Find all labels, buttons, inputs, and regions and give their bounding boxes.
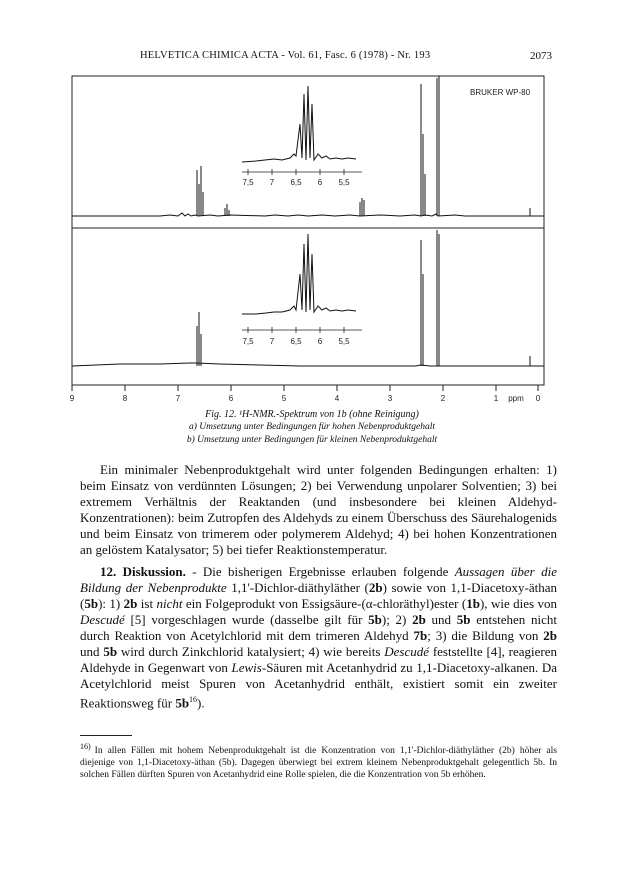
compound-ref: 2b — [123, 596, 138, 611]
text-run: ist — [137, 596, 157, 611]
footnote-mark: 16) — [80, 742, 91, 751]
compound-ref: 5b — [368, 612, 382, 627]
compound-ref: 2b — [543, 628, 557, 643]
inset-a — [242, 86, 362, 187]
compound-ref: 7b — [413, 628, 428, 643]
inset-a-tick-label: 6 — [317, 178, 323, 187]
ppm-tick-label: 7 — [175, 394, 181, 403]
inset-b-trace — [242, 234, 356, 314]
page-number: 2073 — [530, 50, 552, 62]
compound-ref: 2b — [368, 580, 383, 595]
figure-caption — [60, 408, 564, 447]
compound-ref: 5b — [175, 695, 190, 711]
paragraph-conditions: Ein minimaler Nebenproduktgehalt wird unter folgenden Bedingungen erhalten: 1) beim Einsatz von verdünnten Lösungen; 2) bei Verwendung unpolarer Solventien; 3) bei extremem Verhältnis der Reaktanden (und insbesondere bei kleinen Aldehyd-Konzentrationen): beim Zutropfen des Aldehyds zu einem Überschuss des Säurehalogenids und beim Einsatz von trimerem oder polymerem Aldehyd; 4) bei hohen Konzentrationen an gelöstem Katalysator; 5) bei tiefer Reaktionstemperatur. — [80, 462, 557, 557]
inset-b-tick-label: 7,5 — [242, 337, 254, 346]
text-run: ): 1) — [98, 596, 124, 611]
compound-ref: 1b — [466, 596, 480, 611]
text-run: ; 3) die Bildung von — [427, 628, 544, 643]
text-run: ). — [197, 695, 205, 711]
text-run: 1,1'-Dichlor-diäthyläther ( — [226, 580, 369, 595]
text-run: und — [425, 612, 457, 627]
spectrum-frame — [72, 76, 544, 385]
author-name: Descudé — [80, 612, 125, 627]
body-text — [80, 462, 557, 711]
nmr-spectrum-figure — [60, 74, 560, 406]
compound-ref: 5b — [103, 644, 118, 659]
text-run: entstehen nicht durch Reaktion von Acetylchlorid mit dem trimeren Aldehyd — [80, 612, 558, 643]
text-run: ), wie dies von — [479, 596, 557, 611]
author-name: Lewis — [231, 660, 262, 675]
ppm-tick-label: 5 — [281, 394, 287, 403]
inset-a-tick-label: 6,5 — [290, 178, 302, 187]
ppm-unit-label: ppm — [508, 394, 524, 403]
text-run: ein Folgeprodukt von Essigsäure-(α-chloräthyl)ester ( — [182, 596, 467, 611]
inset-b — [242, 234, 362, 346]
ppm-tick-label: 8 — [122, 394, 128, 403]
section-heading: 12. Diskussion. — [100, 564, 186, 579]
caption-line-a: a) Umsetzung unter Bedingungen für hohen Nebenproduktgehalt — [188, 422, 436, 432]
ppm-axis — [72, 385, 538, 391]
inset-a-tick-label: 5,5 — [338, 178, 350, 187]
ppm-tick-label: 9 — [69, 394, 75, 403]
footnote — [80, 741, 557, 781]
text-run: und — [80, 644, 104, 659]
footnote-text: In allen Fällen mit hohem Nebenproduktgehalt ist die Konzentration von 1,1'-Dichlor-diäthyläther (2b) höher als diejenige von 1,1-Diacetoxy-äthan (5b). Dagegen überwiegt bei extrem kleinem Nebenproduktgehalt gelegentlich 5b. In solchen Fällen dürften Spuren von Acetanhydrid eine Rolle spielen, die die Konzentration von 5b erhöhen. — [80, 746, 557, 781]
compound-ref: 2b — [412, 612, 426, 627]
instrument-label: BRUKER WP-80 — [470, 88, 531, 97]
ppm-tick-label: 0 — [535, 394, 541, 403]
inset-a-trace — [242, 86, 356, 162]
caption-title: Fig. 12. ¹H-NMR.-Spektrum von 1b (ohne Reinigung) — [205, 409, 419, 420]
inset-b-tick-label: 6 — [317, 337, 323, 346]
text-run: - Die bisherigen Ergebnisse erlauben folgende — [185, 564, 455, 579]
text-run: [5] vorgeschlagen wurde (dasselbe gilt für — [124, 612, 369, 627]
ppm-tick-label: 4 — [334, 394, 340, 403]
paragraph-discussion — [80, 564, 557, 711]
compound-ref: 5b — [456, 612, 471, 627]
text-run: ) sowie von 1,1-Diacetoxy-äthan ( — [80, 580, 558, 611]
text-run: -Säuren mit Acetanhydrid zu 1,1-Diacetoxy-alkanen. Da Acetylchlorid meist Spuren von Acetanhydrid enthält, existiert somit ein zweiter Reaktionsweg für — [80, 660, 557, 711]
author-name: Descudé — [384, 644, 430, 659]
compound-ref: 5b — [84, 596, 99, 611]
text-run: nicht — [156, 596, 183, 611]
inset-b-tick-label: 5,5 — [338, 337, 350, 346]
ppm-tick-label: 1 — [493, 394, 499, 403]
footnote-ref[interactable]: 16 — [189, 695, 198, 704]
journal-title: HELVETICA CHIMICA ACTA - Vol. 61, Fasc. 6 (1978) - Nr. 193 — [140, 50, 431, 61]
inset-b-tick-label: 6,5 — [290, 337, 302, 346]
inset-b-tick-label: 7 — [269, 337, 275, 346]
text-run: feststellte [4], reagieren Aldehyde in Gegenwart von — [80, 644, 558, 675]
inset-a-tick-label: 7 — [269, 178, 275, 187]
text-run: wird durch Zinkchlorid katalysiert; 4) wie bereits — [117, 644, 385, 659]
footnote-rule — [80, 735, 132, 736]
ppm-tick-label: 6 — [228, 394, 234, 403]
caption-line-b: b) Umsetzung unter Bedingungen für kleinen Nebenproduktgehalt — [186, 435, 438, 445]
text-run: Aussagen über die Bildung der Nebenprodukte — [80, 564, 557, 595]
inset-a-tick-label: 7,5 — [242, 178, 254, 187]
ppm-tick-label: 2 — [440, 394, 446, 403]
ppm-tick-label: 3 — [387, 394, 393, 403]
text-run: ); 2) — [381, 612, 413, 627]
